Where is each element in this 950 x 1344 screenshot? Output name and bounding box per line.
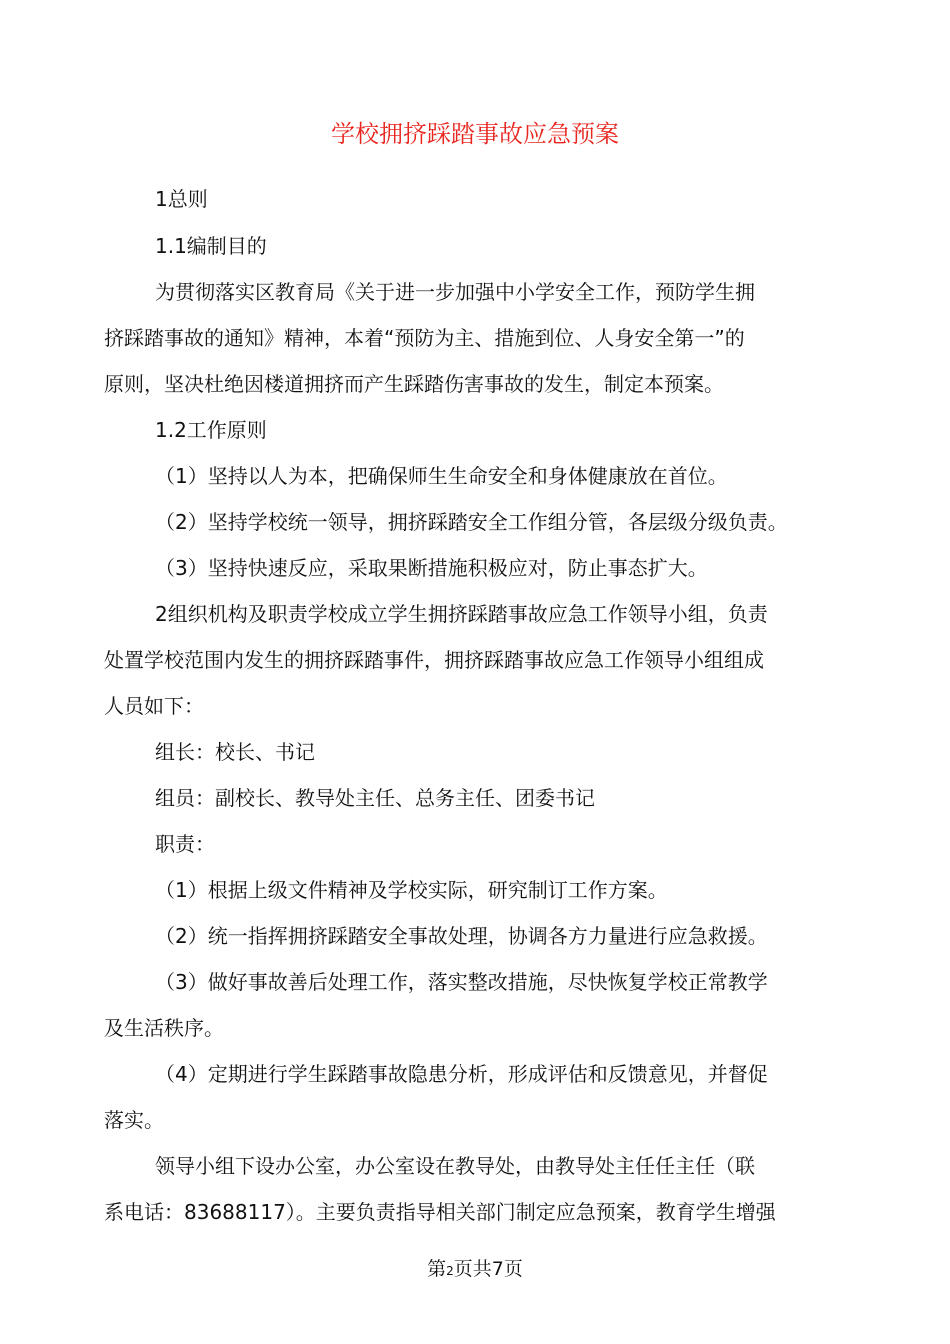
paragraph-line: 组员：副校长、教导处主任、总务主任、团委书记	[155, 786, 595, 810]
paragraph-line: 原则，坚决杜绝因楼道拥挤而产生踩踏伤害事故的发生，制定本预案。	[104, 372, 724, 396]
footer-suffix: 页	[503, 1258, 523, 1280]
paragraph-line: 挤踩踏事故的通知》精神，本着“预防为主、措施到位、人身安全第一”的	[104, 326, 745, 350]
paragraph-line: （4）定期进行学生踩踏事故隐患分析，形成评估和反馈意见，并督促	[155, 1062, 768, 1086]
paragraph-line: （3）坚持快速反应，采取果断措施积极应对，防止事态扩大。	[155, 556, 708, 580]
paragraph-line: 为贯彻落实区教育局《关于进一步加强中小学安全工作，预防学生拥	[155, 280, 755, 304]
footer-page-number: 2	[446, 1264, 454, 1278]
document-title: 学校拥挤踩踏事故应急预案	[331, 120, 619, 148]
footer-prefix: 第	[427, 1258, 447, 1280]
paragraph-line: 处置学校范围内发生的拥挤踩踏事件，拥挤踩踏事故应急工作领导小组组成	[104, 648, 764, 672]
footer-middle: 页共	[453, 1258, 492, 1280]
paragraph-line: 1.2工作原则	[155, 418, 267, 442]
paragraph-line: （3）做好事故善后处理工作，落实整改措施，尽快恢复学校正常教学	[155, 970, 768, 994]
paragraph-line: 职责：	[155, 832, 215, 856]
footer-total-pages: 7	[491, 1258, 504, 1280]
paragraph-line: 组长：校长、书记	[155, 740, 315, 764]
paragraph-line: 1.1编制目的	[155, 234, 267, 258]
paragraph-line: （1）根据上级文件精神及学校实际，研究制订工作方案。	[155, 878, 668, 902]
paragraph-line: 人员如下：	[104, 694, 204, 718]
paragraph-line: 1总则	[155, 187, 208, 211]
paragraph-line: 系电话：83688117）。主要负责指导相关部门制定应急预案，教育学生增强	[104, 1200, 776, 1224]
page-footer	[0, 1254, 950, 1286]
paragraph-line: 2组织机构及职责学校成立学生拥挤踩踏事故应急工作领导小组，负责	[155, 602, 768, 626]
paragraph-line: 落实。	[104, 1108, 164, 1132]
paragraph-line: （1）坚持以人为本，把确保师生生命安全和身体健康放在首位。	[155, 464, 728, 488]
paragraph-line: （2）统一指挥拥挤踩踏安全事故处理，协调各方力量进行应急救援。	[155, 924, 768, 948]
paragraph-line: 及生活秩序。	[104, 1016, 224, 1040]
paragraph-line: 领导小组下设办公室，办公室设在教导处，由教导处主任任主任（联	[155, 1154, 755, 1178]
paragraph-line: （2）坚持学校统一领导，拥挤踩踏安全工作组分管，各层级分级负责。	[155, 510, 788, 534]
